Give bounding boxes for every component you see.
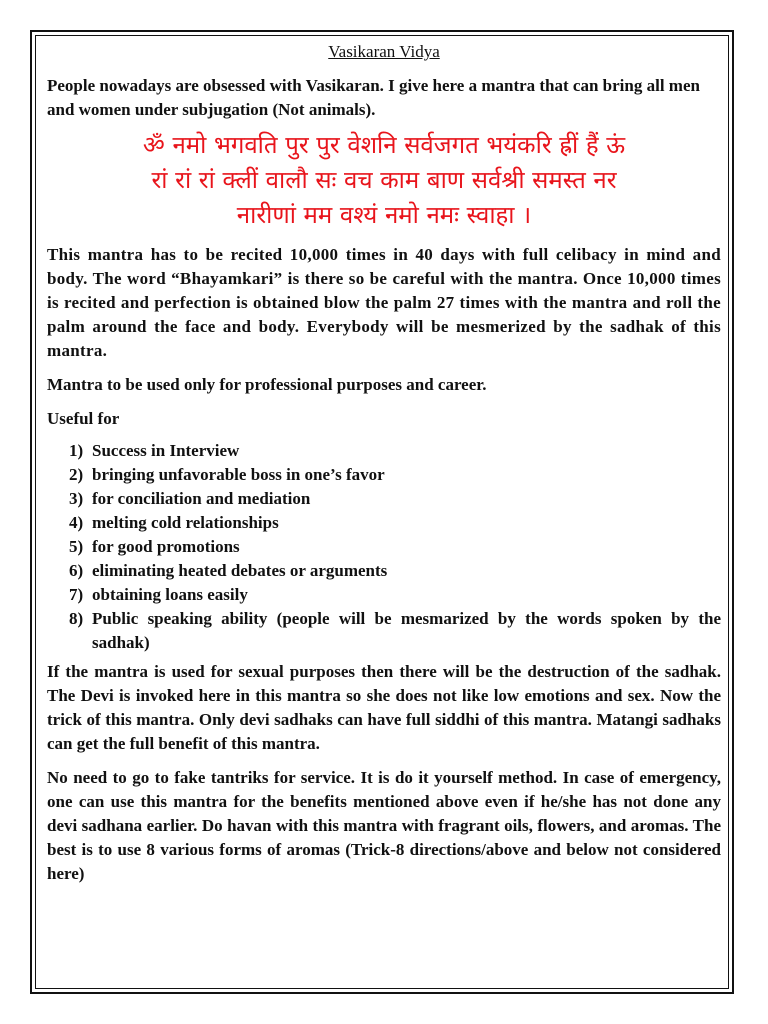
usage-paragraph: Mantra to be used only for professional purposes and career. — [47, 375, 487, 394]
mantra-line: नारीणां मम वश्यं नमो नमः स्वाहा । — [236, 201, 532, 229]
list-item — [47, 583, 721, 607]
document-page — [47, 40, 721, 896]
recitation-paragraph: This mantra has to be recited 10,000 times in 40 days with full celibacy in mind and body. The word “Bhayamkari” is there so be careful with the mantra. Once 10,000 times is recited and perfection is obtained blow the palm 27 times with the mantra and roll the palm around the face and body. Everybody will be mesmerized by the sadhak of this mantra. — [47, 245, 721, 360]
list-item — [47, 535, 721, 559]
list-number: 5) — [69, 537, 84, 556]
method-paragraph: No need to go to fake tantriks for service. It is do it yourself method. In case of emergency, one can use this mantra for the benefits mentioned above even if he/she has not done any devi sadhana earlier. Do havan with this mantra with fragrant oils, flowers, and aromas. The best is to use 8 various forms of aromas (Trick-8 directions/above and below not considered here) — [47, 768, 721, 883]
list-number: 2) — [69, 465, 84, 484]
useful-list — [47, 439, 721, 655]
list-item — [47, 607, 721, 655]
warning-paragraph: If the mantra is used for sexual purposes then there will be the destruction of the sadhak. The Devi is invoked here in this mantra so she does not like low emotions and sex. Now the trick of this mantra. Only devi sadhaks can have full siddhi of this mantra. Matangi sadhaks can get the full benefit of this mantra. — [47, 662, 721, 753]
list-number: 8) — [69, 609, 84, 628]
list-text: melting cold relationships — [92, 513, 279, 532]
list-text: obtaining loans easily — [92, 585, 248, 604]
list-text: for conciliation and mediation — [92, 489, 311, 508]
list-text: Success in Interview — [92, 441, 240, 460]
list-text: bringing unfavorable boss in one’s favor — [92, 465, 385, 484]
mantra-line: रां रां रां क्लीं वालौ सः वच काम बाण सर्वश्री समस्त नर — [151, 166, 617, 194]
useful-heading: Useful for — [47, 409, 120, 428]
list-item — [47, 487, 721, 511]
list-item — [47, 559, 721, 583]
list-number: 1) — [69, 441, 84, 460]
mantra-block — [47, 128, 721, 233]
list-number: 4) — [69, 513, 84, 532]
list-text: eliminating heated debates or arguments — [92, 561, 388, 580]
list-number: 7) — [69, 585, 84, 604]
list-number: 6) — [69, 561, 84, 580]
mantra-line: ॐ नमो भगवति पुर पुर वेशनि सर्वजगत भयंकरि ह्रीं हैं ऊं — [142, 131, 626, 159]
list-number: 3) — [69, 489, 84, 508]
list-text: for good promotions — [92, 537, 240, 556]
list-text: Public speaking ability (people will be mesmarized by the words spoken by the sadhak) — [92, 609, 721, 652]
list-item — [47, 463, 721, 487]
list-item — [47, 439, 721, 463]
list-item — [47, 511, 721, 535]
intro-paragraph: People nowadays are obsessed with Vasikaran. I give here a mantra that can bring all men and women under subjugation (Not animals). — [47, 76, 700, 119]
document-title: Vasikaran Vidya — [328, 42, 440, 61]
